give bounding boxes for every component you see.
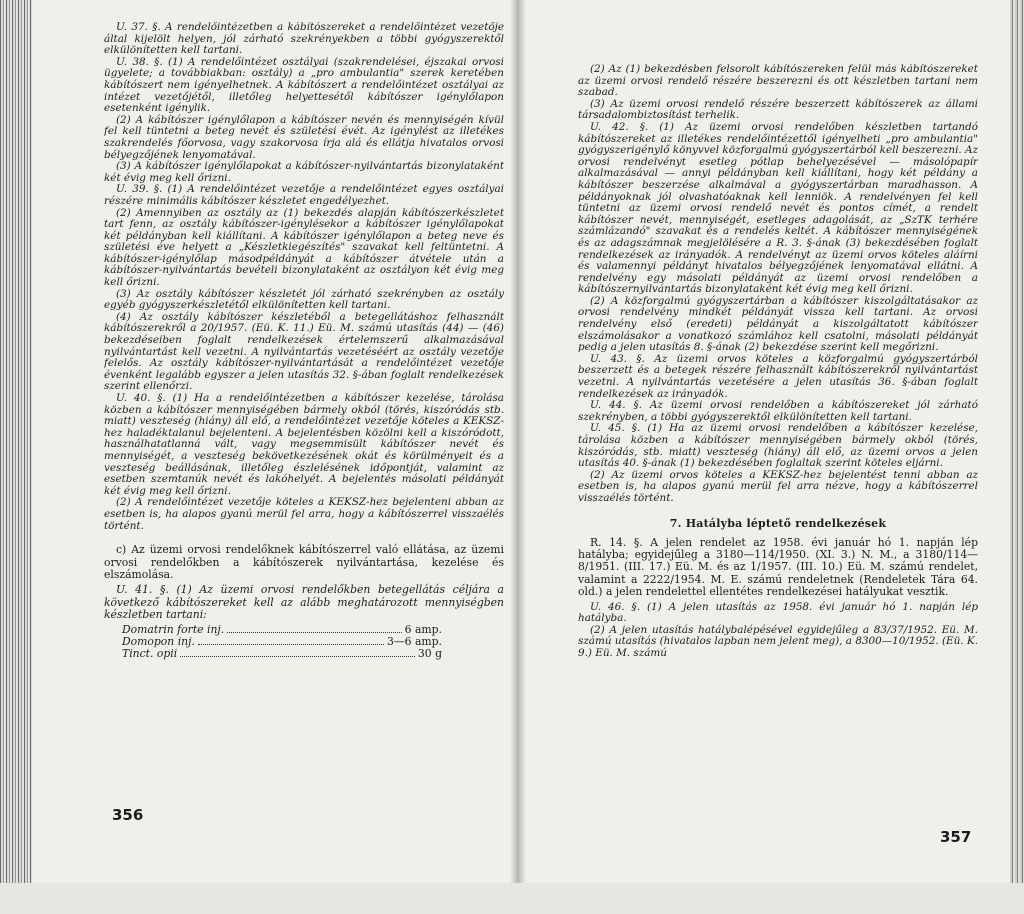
drug-item [122,648,442,660]
paragraph-u38-2: (2) A kábítószer igénylőlapon a kábítószer nevén és mennyiségén kívül fel kell tüntetni a beteg nevét és születési évét. Az igénylést az illetékes szakrendelés főorvosa, vagy szakorvosa írja alá és ellátja hivatalos orvosi bélyegzőjének lenyomatával. [104,113,504,161]
drug-quantity: 6 amp. [404,622,442,636]
paragraph-u46-1: U. 46. §. (1) A jelen utasítás az 1958. évi január hó 1. napján lép hatályba. [578,600,978,625]
paragraph-u45-1: U. 45. §. (1) Ha az üzemi orvosi rendelőben a kábítószer kezelése, tárolása közben a kábítószer mennyiségében bármely okból (törés, kiszóródás, stb. miatt) veszteség (hiány) áll elő, az üzemi orvos a jelen utasítás 40. §-ának (1) bekezdésében foglaltak szerint köteles eljárni. [578,422,978,470]
paragraph-u42-2: (2) A közforgalmú gyógyszertárban a kábítószer kiszolgáltatásakor az orvosi rendelvény mindkét példányát vissza kell tartani. Az orvosi rendelvény első (eredeti) példányát a kiszolgáltatott kábítószer elszámolásakor a vonatkozó számlához kell csatolni, másolati példányát pedig a jelen utasítás 8. §-ának (2) bekezdése szerint kell megőrizni. [578,294,978,354]
paragraph-u41-3: (3) Az üzemi orvosi rendelő részére beszerzett kábítószerek az állami társadalombiztosítást terhelik. [578,97,978,122]
paragraph-u39-1: U. 39. §. (1) A rendelőintézet vezetője a rendelőintézet egyes osztályai részére minimális kábítószer készletet engedélyezhet. [104,183,504,207]
drug-item [122,636,442,648]
paragraph-u41-2: (2) Az (1) bekezdésben felsorolt kábítószereken felül más kábítószereket az üzemi orvosi rendelő részére beszerezni és ott készletben tartani nem szabad. [578,64,978,99]
paragraph-u44: U. 44. §. Az üzemi orvosi rendelőben a kábítószereket jól zárható szekrényben, a többi gyógyszerektől elkülönítetten kell tartani. [578,399,978,423]
paragraph-u39-4: (4) Az osztály kábítószer készletéből a betegellátáshoz felhasznált kábítószerekről a 20/1957. (Eü. K. 11.) Eü. M. számú utasítás (44) — (46) bekezdéseiben foglalt rendelkezések értelemszerű alkalmazásával nyilvántartást kell vezetni. A nyilvántartás vezetéséért az osztály vezetője felelős. Az osztály kábítószer-nyilvántartását a rendelőintézet vezetője évenként legalább egyszer a jelen utasítás 32. §-ában foglalt rendelkezések szerint ellenőrzi. [104,310,504,393]
paragraph-r14: R. 14. §. A jelen rendelet az 1958. évi január hó 1. napján lép hatályba; egyidejűleg a 3180—114/1950. (XI. 3.) N. M., a 3180/114—8/1951. (III. 17.) Eü. M. és az 1/1957. (III. 10.) Eü. M. számú rendelet, valamint a 2222/1954. M. E. számú rendeletnek (Rendeletek Tára 64. old.) a jelen rendelettel ellentétes rendelkezései hatályukat vesztik. [578,535,978,599]
paragraph-u40-1: U. 40. §. (1) Ha a rendelőintézetben a kábítószer kezelése, tárolása közben a kábítószer mennyiségében bármely okból (törés, kiszóródás stb. miatt) veszteség (hiány) áll elő, a rendelőintézet vezetője köteles a KEKSZ-hez haladéktalanul bejelenteni. A bejelentésben közölni kell a kiszóródott, használhatatlanná vált, vagy megsemmisült kábítószer nevét és mennyiségét, a veszteség bekövetkezésének okát és körülményeit és a veszteség beállásának, illetőleg észlelésének időpontját, valamint az esetben szemtanúk nevét és lakóhelyét. A bejelentés másolati példányát két évig meg kell őrizni. [104,392,504,497]
right-page [578,64,978,914]
section-title: 7. Hatályba léptető rendelkezések [669,516,887,530]
paragraph-u39-3: (3) Az osztály kábítószer készletét jól zárható szekrényben az osztály egyéb gyógyszerkészletétől elkülönítetten kell tartani. [104,287,504,312]
left-page [104,22,504,872]
paragraph-u39-2: (2) Amennyiben az osztály az (1) bekezdés alapján kábítószerkészletet tart fenn, az osztály kábítószer-igénylésekor a kábítószer igénylőlapokat két példányban kell kiállítani. A kábítószer igénylőlapon a beteg neve és születési éve helyett a „Készletkiegészítés" szavakat kell feltüntetni. A kábítószer-igénylőlap másodpéldányát a kábítószer átvétele után a kábítószer-nyilvántartás bevételi bizonylataként az osztályon két évig meg kell őrizni. [104,206,504,289]
section-c-heading: c) Az üzemi orvosi rendelőknek kábítószerrel való ellátása, az üzemi orvosi rendelőkben a kábítószerek nyilvántartása, kezelése és elszámolása. [104,543,504,581]
paragraph-u40-2: (2) A rendelőintézet vezetője köteles a KEKSZ-hez bejelenteni abban az esetben is, ha alapos gyanú merül fel arra, hogy a kábítószerrel visszaélés történt. [104,496,504,532]
paragraph-u42-1: U. 42. §. (1) Az üzemi orvosi rendelőben készletben tartandó kábítószereket az illetékes rendelőintézettől igényelheti „pro ambulantia" gyógyszerigénylő könyvvel közforgalmú gyógyszertárból kell beszerezni. Az orvosi rendelvényt esetleg pótlap behelyezésével — másolópapír alkalmazásával — annyi példányban kell kiállítani, hogy két példány a kábítószer beszerzése alkalmával a gyógyszertárban maradhasson. A példányoknak jól olvashatóaknak kell lenniök. A rendelvényen fel kell tüntetni az üzemi orvosi rendelő nevét és pontos címét, a rendelt kábítószer nevét, mennyiségét, esetleges adagolását, az „SzTK terhére számlázandó" szavakat és a rendelés keltét. A kábítószer mennyiségének és az adagszámnak megjelölésére a R. 3. §-ának (3) bekezdésében foglalt rendelkezések az irányadók. A rendelvényt az üzemi orvos köteles aláírni és valamennyi példányt hivatalos bélyegzőjének lenyomatával ellátni. A rendelvény egy másolati példányát az üzemi orvosi rendelőben a kábítószernyilvántartás bizonylataként két évig meg kell őrizni. [578,120,978,296]
drug-name: Tinct. opii [122,646,178,660]
drug-quantity: 30 g [417,646,442,660]
page-edge-right [1010,0,1024,883]
paragraph-u37: U. 37. §. A rendelőintézetben a kábítószereket a rendelőintézet vezetője által kijelölt helyen, jól zárható szekrényekben a többi gyógyszerektől elkülönítetten kell tartani. [104,22,504,57]
page-edge-left [0,0,32,883]
page-number-left: 356 [112,806,144,824]
drug-quantity: 3—6 amp. [387,634,442,648]
leader-dots [180,656,415,657]
drug-item [122,624,442,636]
leader-dots [227,632,401,633]
drug-name: Domopon inj. [122,634,195,648]
paragraph-u38-1: U. 38. §. (1) A rendelőintézet osztályai (szakrendelései, éjszakai orvosi ügyelete; a továbbiakban: osztály) a „pro ambulantia" szerek keretében kábítószert nem igényelhetnek. A kábítószert a rendelőintézet osztályai az intézet vezetőjétől, illetőleg helyettesétől kábítószer igénylőlapon esetenként igénylik. [104,55,504,115]
paragraph-u45-2: (2) Az üzemi orvos köteles a KEKSZ-hez bejelentést tenni abban az esetben is, ha alapos gyanú merül fel arra nézve, hogy a kábítószerrel visszaélés történt. [578,468,978,504]
book-gutter [510,0,526,883]
paragraph-u46-2: (2) A jelen utasítás hatálybalépésével egyidejűleg a 83/37/1952. Eü. M. számú utasítás (hivatalos lapban nem jelent meg), a 8300—10/1952. (Eü. K. 9.) Eü. M. számú [578,623,978,659]
leader-dots [198,644,384,645]
paragraph-u38-3: (3) A kábítószer igénylőlapokat a kábítószer-nyilvántartás bizonylataként két évig meg kell őrizni. [104,160,504,184]
paragraph-u43: U. 43. §. Az üzemi orvos köteles a közforgalmú gyógyszertárból beszerzett és a betegek részére felhasznált kábítószerekről nyilvántartást vezetni. A nyilvántartás vezetésére a jelen utasítás 36. §-ában foglalt rendelkezések az irányadók. [578,352,978,400]
paragraph-u41: U. 41. §. (1) Az üzemi orvosi rendelőkben betegellátás céljára a következő kábítószereket kell az alább meghatározott mennyiségben készletben tartani: [104,583,504,622]
page-number-right: 357 [940,828,972,846]
drug-list [122,624,442,660]
drug-name: Domatrin forte inj. [122,622,225,636]
